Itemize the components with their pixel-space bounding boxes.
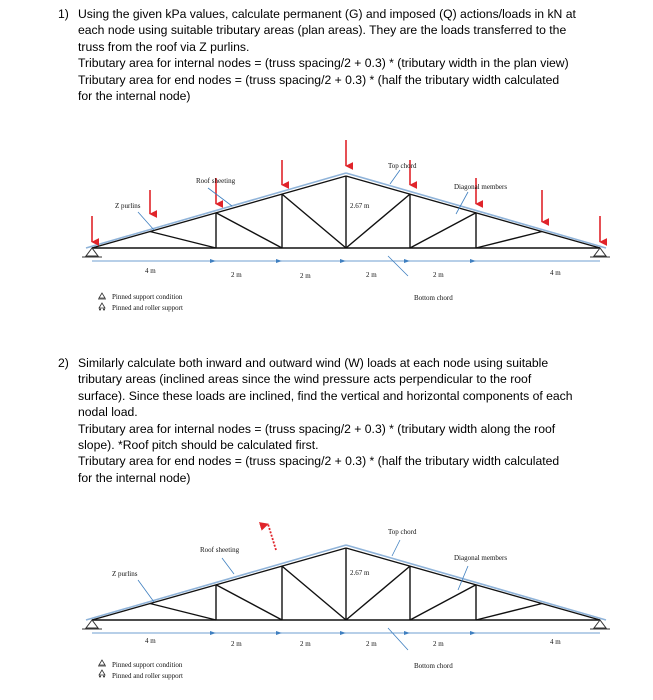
question-1-line: truss from the roof via Z purlins. bbox=[78, 39, 250, 54]
support-left bbox=[82, 620, 102, 629]
question-1-line: each node using suitable tributary areas (plan areas). They are the loads transferred to the bbox=[78, 23, 567, 38]
question-2-line: for the internal node) bbox=[78, 470, 191, 485]
question-2-line: surface). Since these loads are inclined, find the vertical and horizontal components of each bbox=[78, 388, 573, 403]
dimension-label: 4 m bbox=[550, 638, 561, 646]
truss-figure-1 bbox=[0, 138, 653, 323]
wind-load-arrow bbox=[268, 524, 276, 550]
dimension-label: 2 m bbox=[300, 272, 311, 280]
dimension-label: 2 m bbox=[231, 271, 242, 279]
roof-sheeting-label: Roof sheeting bbox=[196, 177, 236, 185]
bottom-chord-label: Bottom chord bbox=[414, 294, 453, 302]
legend-pinned-roller-support: Pinned and roller support bbox=[112, 672, 183, 680]
question-2-line: slope). *Roof pitch should be calculated first. bbox=[78, 438, 319, 452]
question-1-line: Tributary area for internal nodes = (truss spacing/2 + 0.3) * (tributary width in the plan view) bbox=[78, 56, 569, 71]
dimension-label: 2 m bbox=[300, 640, 311, 648]
support-right bbox=[590, 248, 610, 257]
dimension-label: 2 m bbox=[366, 640, 377, 648]
roof-sheeting-label: Roof sheeting bbox=[200, 546, 240, 554]
truss-members bbox=[92, 176, 600, 248]
legend-pinned-support: Pinned support condition bbox=[112, 661, 183, 669]
legend bbox=[98, 293, 183, 312]
question-2-line: Similarly calculate both inward and outward wind (W) loads at each node using suitable bbox=[78, 356, 549, 370]
diagonal-members-label: Diagonal members bbox=[454, 183, 508, 191]
question-1-line: Tributary area for end nodes = (truss spacing/2 + 0.3) * (half the tributary width calculated bbox=[78, 72, 560, 87]
question-2-number: 2) bbox=[58, 356, 69, 370]
question-2-line: Tributary area for end nodes = (truss spacing/2 + 0.3) * (half the tributary width calculated bbox=[78, 454, 560, 469]
question-2-line: nodal load. bbox=[78, 405, 138, 420]
leader-lines bbox=[138, 540, 468, 650]
truss-members bbox=[92, 548, 600, 620]
z-purlins-label: Z purlins bbox=[115, 202, 141, 210]
truss-figure-2 bbox=[0, 510, 653, 690]
dimension-label: 4 m bbox=[145, 267, 156, 275]
legend-pinned-roller-support: Pinned and roller support bbox=[112, 304, 183, 312]
diagonal-members-label: Diagonal members bbox=[454, 554, 508, 562]
question-2-line: Tributary area for internal nodes = (truss spacing/2 + 0.3) * (tributary width along the roof bbox=[78, 421, 556, 436]
height-label: 2.67 m bbox=[350, 202, 370, 210]
question-2-line: tributary areas (inclined areas since the wind pressure acts perpendicular to the roof bbox=[78, 372, 532, 387]
dimension-label: 2 m bbox=[366, 271, 377, 279]
top-chord-label: Top chord bbox=[388, 528, 417, 536]
question-1-line: for the internal node) bbox=[78, 89, 191, 103]
dimension-label: 4 m bbox=[550, 269, 561, 277]
dimension-label: 2 m bbox=[433, 640, 444, 648]
top-chord-label: Top chord bbox=[388, 162, 417, 170]
dimension-label: 2 m bbox=[433, 271, 444, 279]
bottom-chord-label: Bottom chord bbox=[414, 662, 453, 670]
z-purlins-label: Z purlins bbox=[112, 570, 138, 578]
legend-pinned-support: Pinned support condition bbox=[112, 293, 183, 301]
height-label: 2.67 m bbox=[350, 569, 370, 577]
question-1-line: Using the given kPa values, calculate permanent (G) and imposed (Q) actions/loads in kN at bbox=[78, 7, 576, 21]
dimension-label: 2 m bbox=[231, 640, 242, 648]
question-1-number: 1) bbox=[58, 7, 69, 21]
dimension-label: 4 m bbox=[145, 637, 156, 645]
support-left bbox=[82, 248, 102, 257]
legend bbox=[98, 660, 183, 680]
support-right bbox=[590, 620, 610, 629]
